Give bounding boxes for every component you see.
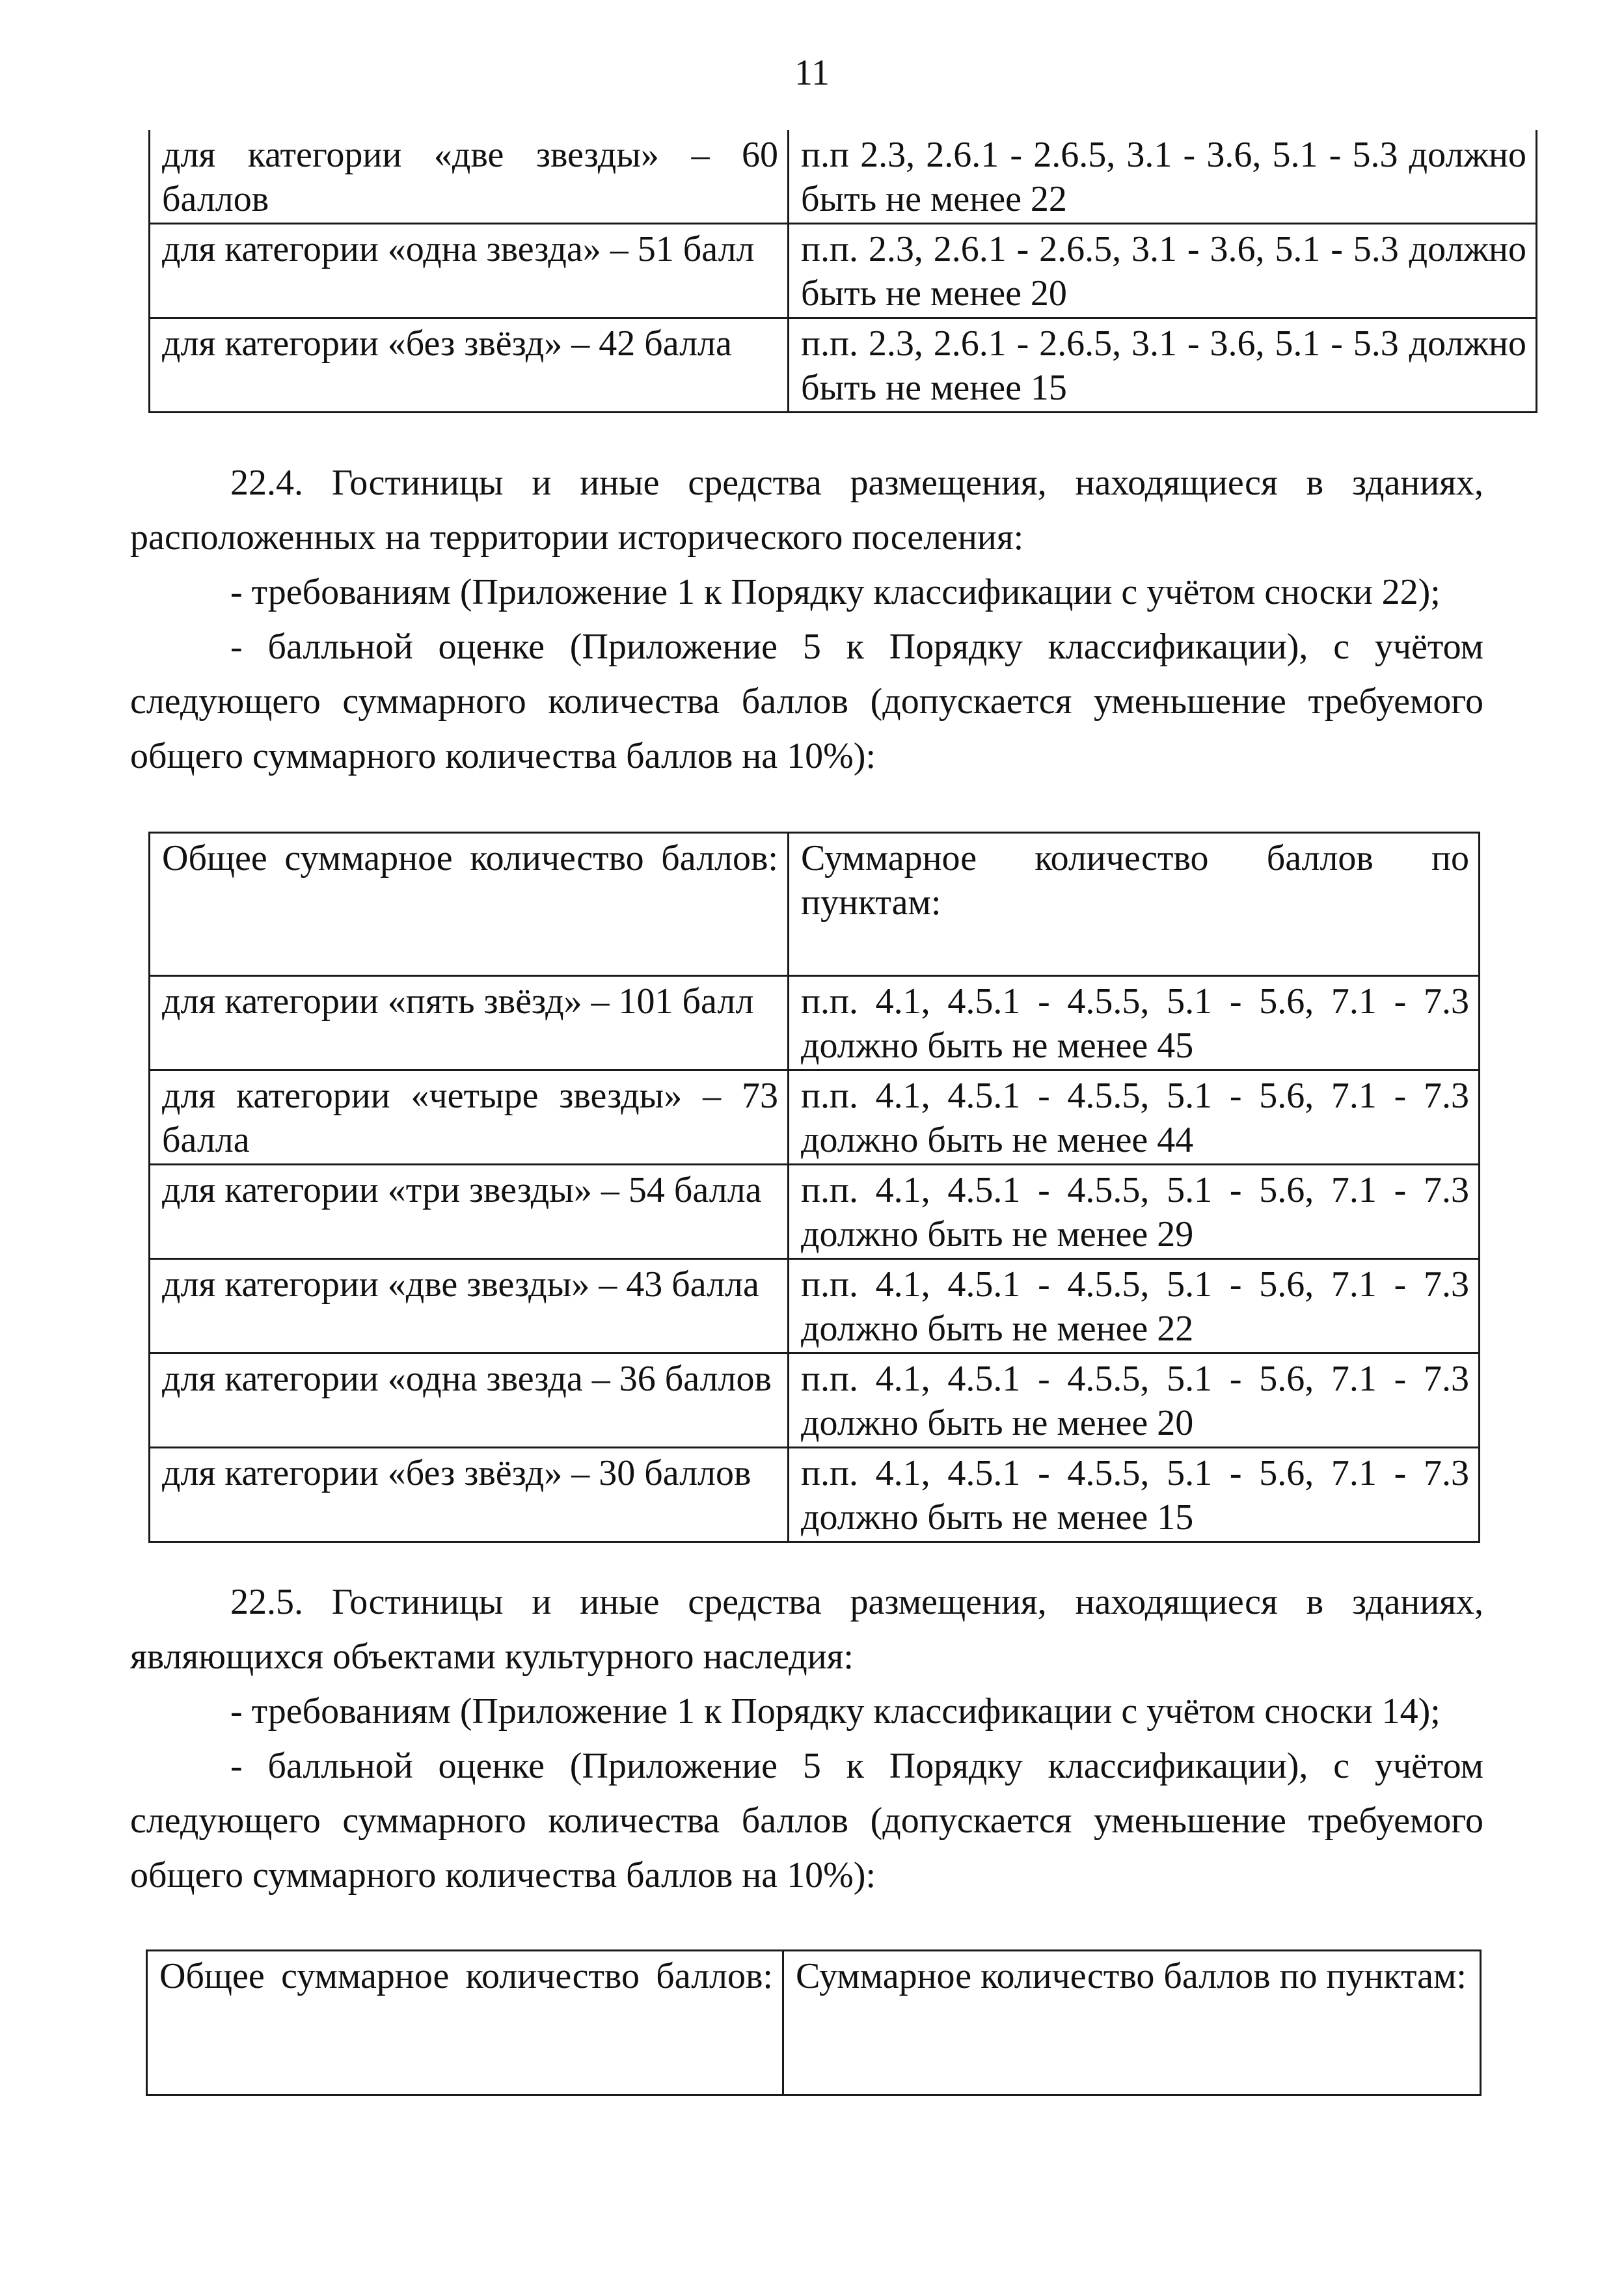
table-cell: п.п. 4.1, 4.5.1 - 4.5.5, 5.1 - 5.6, 7.1 - 7.3 должно быть не менее 20 [789, 1353, 1480, 1448]
header-points-label: Суммарное количество баллов по пунктам: [796, 1956, 1467, 1996]
section-22-4-intro: 22.4. Гостиницы и иные средства размещения, находящиеся в зданиях, расположенных на территории исторического поселения: [130, 463, 1483, 558]
table-row [150, 224, 1537, 318]
table-row [150, 130, 1537, 224]
table-row [150, 1353, 1480, 1448]
table-header-row [147, 1951, 1481, 2095]
table-header-cell [147, 1951, 783, 2095]
table-row [150, 976, 1480, 1070]
section-22-4-item-requirements: - требованиям (Приложение 1 к Порядку классификации с учётом сноски 22); [230, 572, 1441, 612]
table-cell: для категории «четыре звезды» – 73 балла [150, 1070, 789, 1165]
table-row [150, 1448, 1480, 1542]
table-cell: п.п. 4.1, 4.5.1 - 4.5.5, 5.1 - 5.6, 7.1 - 7.3 должно быть не менее 29 [789, 1165, 1480, 1259]
table-cell: п.п. 4.1, 4.5.1 - 4.5.5, 5.1 - 5.6, 7.1 - 7.3 должно быть не менее 15 [789, 1448, 1480, 1542]
table-cell: п.п. 2.3, 2.6.1 - 2.6.5, 3.1 - 3.6, 5.1 - 5.3 должно быть не менее 15 [789, 318, 1537, 413]
table-header-cell [789, 833, 1480, 976]
header-total-label: Общее суммарное количество баллов: [162, 838, 778, 878]
table-cell: для категории «три звезды» – 54 балла [150, 1165, 789, 1259]
table-cell: для категории «пять звёзд» – 101 балл [150, 976, 789, 1070]
table-cultural-heritage-scores [146, 1949, 1482, 2096]
header-points-label: Суммарное количество баллов по пунктам: [801, 838, 1469, 923]
table-row [150, 1165, 1480, 1259]
table-cell: для категории «две звезды» – 43 балла [150, 1259, 789, 1353]
section-22-5 [130, 1575, 1483, 1903]
table-header-cell [150, 833, 789, 976]
table-cell: для категории «одна звезда» – 51 балл [150, 224, 789, 318]
table-cell: для категории «без звёзд» – 42 балла [150, 318, 789, 413]
page-number: 11 [794, 53, 830, 93]
table-row [150, 318, 1537, 413]
table-cell: п.п. 4.1, 4.5.1 - 4.5.5, 5.1 - 5.6, 7.1 - 7.3 должно быть не менее 44 [789, 1070, 1480, 1165]
section-22-5-intro: 22.5. Гостиницы и иные средства размещения, находящиеся в зданиях, являющихся объектами культурного наследия: [130, 1582, 1483, 1677]
table-header-row [150, 833, 1480, 976]
table-historic-settlement-scores [148, 832, 1480, 1543]
header-total-label: Общее суммарное количество баллов: [159, 1956, 773, 1996]
table-continued-categories [148, 130, 1537, 413]
section-22-5-item-scoring: - балльной оценке (Приложение 5 к Порядку классификации), с учётом следующего суммарного количества баллов (допускается уменьшение требуемого общего суммарного количества баллов на 10%): [130, 1746, 1483, 1895]
section-22-4-item-scoring: - балльной оценке (Приложение 5 к Порядку классификации), с учётом следующего суммарного количества баллов (допускается уменьшение требуемого общего суммарного количества баллов на 10%): [130, 627, 1483, 776]
table-cell: для категории «одна звезда – 36 баллов [150, 1353, 789, 1448]
table-cell: п.п 2.3, 2.6.1 - 2.6.5, 3.1 - 3.6, 5.1 - 5.3 должно быть не менее 22 [789, 130, 1537, 224]
table-cell: для категории «без звёзд» – 30 баллов [150, 1448, 789, 1542]
table-cell: для категории «две звезды» – 60 баллов [150, 130, 789, 224]
table-cell: п.п. 2.3, 2.6.1 - 2.6.5, 3.1 - 3.6, 5.1 - 5.3 должно быть не менее 20 [789, 224, 1537, 318]
table-cell: п.п. 4.1, 4.5.1 - 4.5.5, 5.1 - 5.6, 7.1 - 7.3 должно быть не менее 45 [789, 976, 1480, 1070]
table-header-cell [783, 1951, 1481, 2095]
section-22-4 [130, 455, 1483, 783]
table-row [150, 1070, 1480, 1165]
table-row [150, 1259, 1480, 1353]
table-cell: п.п. 4.1, 4.5.1 - 4.5.5, 5.1 - 5.6, 7.1 - 7.3 должно быть не менее 22 [789, 1259, 1480, 1353]
section-22-5-item-requirements: - требованиям (Приложение 1 к Порядку классификации с учётом сноски 14); [230, 1691, 1441, 1732]
